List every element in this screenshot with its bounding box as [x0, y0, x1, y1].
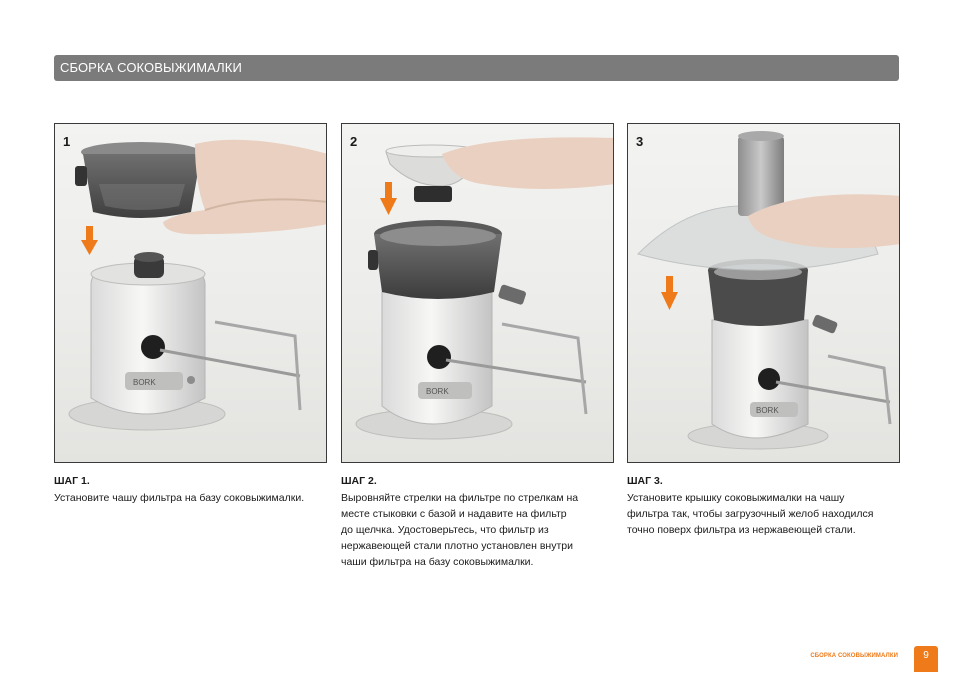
step-2-number: 2	[350, 134, 358, 149]
step-2-text	[341, 473, 616, 570]
step-3-title: ШАГ 3.	[627, 475, 663, 487]
step-1-title: ШАГ 1.	[54, 475, 90, 487]
brand-logo: BORK	[426, 387, 449, 396]
brand-logo: BORK	[756, 406, 779, 415]
step-3-number: 3	[636, 134, 644, 149]
footer-section-label: СБОРКА СОКОВЫЖИМАЛКИ	[810, 653, 898, 659]
step-1-number: 1	[63, 134, 71, 149]
step-1-text	[54, 473, 329, 506]
juicer-illustration-1	[55, 124, 327, 463]
step-2-body: Выровняйте стрелки на фильтре по стрелкам на месте стыковки с базой и надавите на фильтр до щелчка. Удостоверьтесь, что фильтр из нержавеющей стали плотно установлен внутри чаши фильтра на базу соковыжималки.	[341, 492, 579, 568]
step-2-title: ШАГ 2.	[341, 475, 377, 487]
juicer-illustration-2	[342, 124, 614, 463]
step-3-body: Установите крышку соковыжималки на чашу фильтра так, чтобы загрузочный желоб находился точно поверх фильтра из нержавеющей стали.	[627, 492, 874, 536]
juicer-illustration-3	[628, 124, 900, 463]
brand-logo: BORK	[133, 378, 156, 387]
step-3-photo	[627, 123, 900, 463]
step-1-body: Установите чашу фильтра на базу соковыжималки.	[54, 492, 305, 504]
step-1-photo	[54, 123, 327, 463]
section-title-bar: СБОРКА СОКОВЫЖИМАЛКИ	[54, 55, 899, 81]
page-number: 9	[914, 646, 938, 672]
step-2-photo	[341, 123, 614, 463]
step-3-text	[627, 473, 902, 538]
